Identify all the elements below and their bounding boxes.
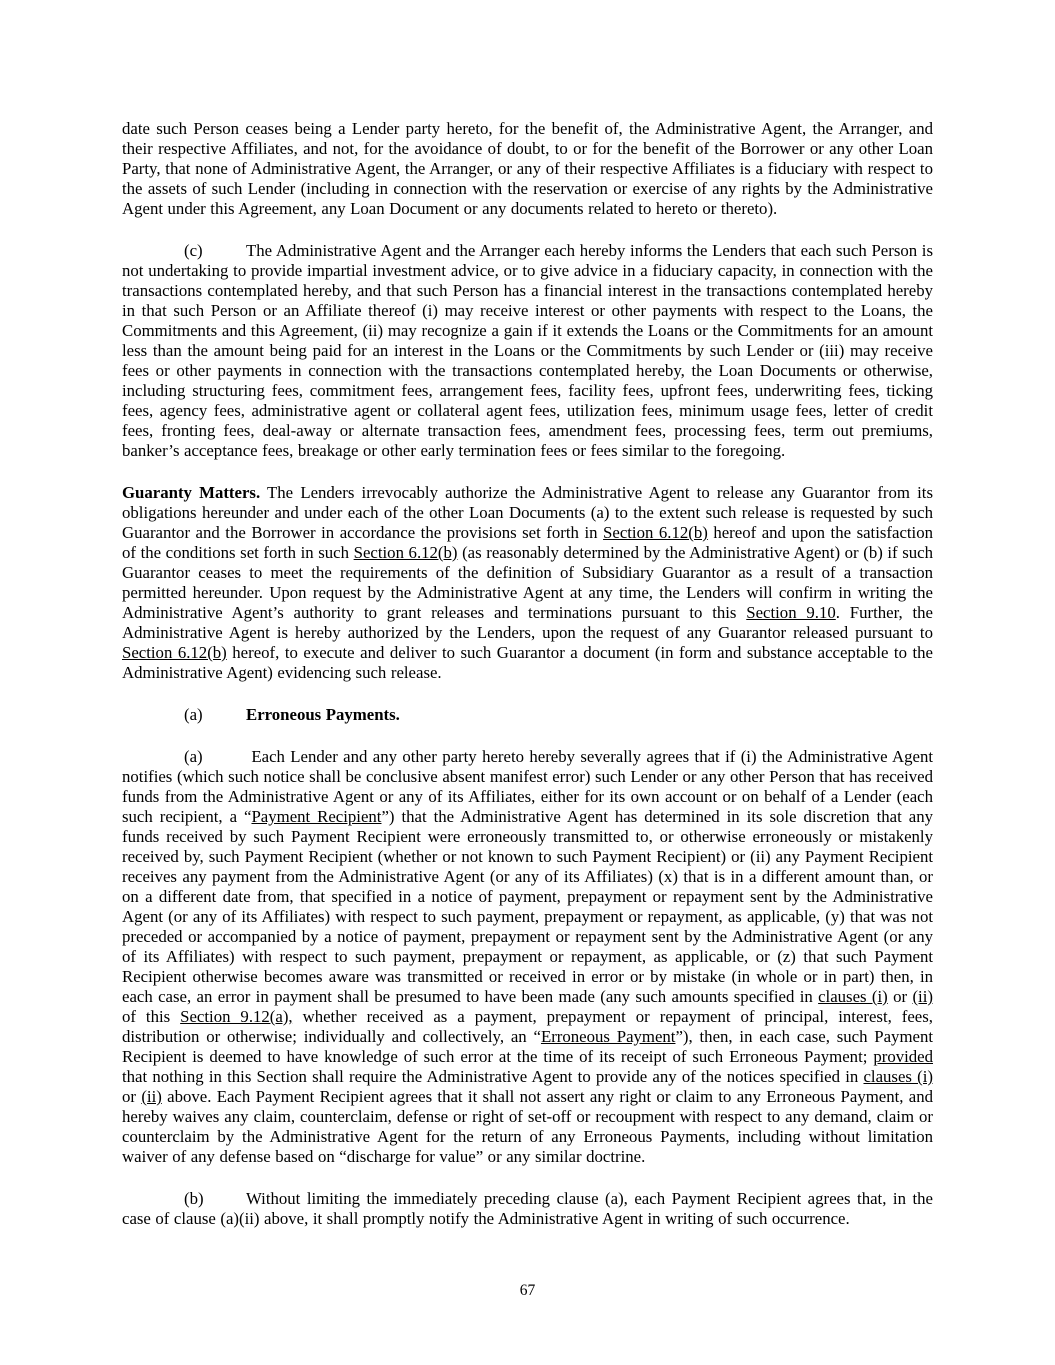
- clause-a-text-7: that nothing in this Section shall require the Administrative Agent to provide any of the notices specified in: [122, 1067, 864, 1086]
- erroneous-heading-label: (a): [184, 705, 203, 724]
- clause-a-text-2: ”) that the Administrative Agent has determined in its sole discretion that any funds received by such Payment Recipient were erroneously transmitted to, or otherwise erroneously or mistakenly received by, such Payment Recipient (whether or not known to such Payment Recipient) or (ii) any Payment Recipient receives any payment from the Administrative Agent (or any of its Affiliates) (x) that is in a different amount than, or on a different date from, that specified in a notice of payment, prepayment or repayment sent by the Administrative Agent (or any of its Affiliates) with respect to such payment, prepayment or repayment, as applicable, (y) that was not preceded or accompanied by a notice of payment, prepayment or repayment sent by the Administrative Agent (or any of its Affiliates) with respect to such payment, prepayment or repayment, as applicable, or (z) that such Payment Recipient otherwise becomes aware was transmitted or received in error or by mistake (in whole or in part) then, in each case, an error in payment shall be presumed to have been made (any such amounts specified in: [122, 807, 933, 1006]
- page-number: 67: [519, 1282, 536, 1299]
- proviso-term-provided: provided: [873, 1047, 933, 1066]
- defined-term-erroneous-payment: Erroneous Payment: [540, 1027, 676, 1046]
- guaranty-text-2: hereof and upon the satisfaction of the conditions set forth in such: [122, 523, 933, 562]
- section-ref-6-12-b-2: Section 6.12(b): [353, 543, 458, 562]
- clause-a-text-4: of this: [122, 1007, 181, 1026]
- paragraph-clause-a: [122, 747, 933, 1167]
- guaranty-text-1: The Lenders irrevocably authorize the Administrative Agent to release any Guarantor from its obligations hereunder and under each of the other Loan Documents (a) to the extent such release is requested by such Guarantor and the Borrower in accordance the provisions set forth in: [122, 483, 933, 542]
- clause-ref-ii-1: (ii): [912, 987, 933, 1006]
- clause-a-label: (a): [184, 747, 203, 766]
- clause-ref-ii-2: (ii): [141, 1087, 162, 1106]
- clause-a-text-3: or: [887, 987, 913, 1006]
- clause-c-text: The Administrative Agent and the Arranger each hereby informs the Lenders that each such Person is not undertaking to provide impartial investment advice, or to give advice in a fiduciary capacity, in connection with the transactions contemplated hereby, and that such Person has a financial interest in the transactions contemplated hereby in that such Person or an Affiliate thereof (i) may receive interest or other payments with respect to the Loans, the Commitments and this Agreement, (ii) may recognize a gain if it extends the Loans or the Commitments for an amount less than the amount being paid for an interest in the Loans or the Commitments by such Lender or (iii) may receive fees or other payments in connection with the transactions contemplated hereby, the Loan Documents or otherwise, including structuring fees, commitment fees, arrangement fees, facility fees, upfront fees, underwriting fees, ticking fees, agency fees, administrative agent or collateral agent fees, utilization fees, minimum usage fees, letter of credit fees, fronting fees, deal-away or alternate transaction fees, amendment fees, processing fees, term out premiums, banker’s acceptance fees, breakage or other early termination fees or fees similar to the foregoing.: [122, 241, 933, 460]
- paragraph-guaranty-matters: [122, 483, 933, 683]
- clause-ref-i-2: clauses (i): [863, 1067, 933, 1086]
- section-ref-9-12-a: Section 9.12(a),: [180, 1007, 293, 1026]
- clause-a-text-6: ”), then, in each case, such Payment Recipient is deemed to have knowledge of such error at the time of its receipt of such Erroneous Payment;: [122, 1027, 933, 1066]
- section-ref-9-10: Section 9.10: [746, 603, 836, 622]
- paragraph-clause-b: [122, 1189, 933, 1229]
- section-ref-6-12-b-1: Section 6.12(b): [603, 523, 708, 542]
- heading-erroneous-payments: [122, 705, 933, 725]
- guaranty-matters-lead-in: Guaranty Matters.: [122, 483, 261, 502]
- clause-ref-i-1: clauses (i): [818, 987, 888, 1006]
- clause-b-label: (b): [184, 1189, 204, 1208]
- page-body: [122, 119, 933, 1229]
- defined-term-payment-recipient: Payment Recipient: [251, 807, 382, 826]
- erroneous-heading-title: Erroneous Payments.: [246, 705, 400, 724]
- clause-a-text-1: Each Lender and any other party hereto hereby severally agrees that if (i) the Administrative Agent notifies (which such notice shall be conclusive absent manifest error) such Lender or any other Person that has received funds from the Administrative Agent or any of its Affiliates, either for its own account or on behalf of a Lender (each such recipient, a “: [122, 747, 933, 826]
- clause-c-label: (c): [184, 241, 203, 260]
- clause-a-text-9: above. Each Payment Recipient agrees that it shall not assert any right or claim to any Erroneous Payment, and hereby waives any claim, counterclaim, defense or right of set-off or recoupment with respect to any demand, claim or counterclaim by the Administrative Agent for the return of any Erroneous Payments, including without limitation waiver of any defense based on “discharge for value” or any similar doctrine.: [122, 1087, 934, 1166]
- section-ref-6-12-b-3: Section 6.12(b): [122, 643, 227, 662]
- guaranty-text-3: (as reasonably determined by the Administrative Agent) or (b) if such Guarantor ceases to meet the requirements of the definition of Subsidiary Guarantor as a result of a transaction permitted hereunder. Upon request by the Administrative Agent at any time, the Lenders will confirm in writing the Administrative Agent’s authority to grant releases and terminations pursuant to this: [122, 543, 934, 622]
- guaranty-text-4: . Further, the Administrative Agent is hereby authorized by the Lenders, upon the request of any Guarantor released pursuant to: [122, 603, 933, 642]
- paragraph-continuation: date such Person ceases being a Lender party hereto, for the benefit of, the Administrative Agent, the Arranger, and their respective Affiliates, and not, for the avoidance of doubt, to or for the benefit of the Borrower or any other Loan Party, that none of Administrative Agent, the Arranger, or any of their respective Affiliates is a fiduciary with respect to the assets of such Lender (including in connection with the reservation or exercise of any rights by the Administrative Agent under this Agreement, any Loan Document or any documents related to hereto or thereto).: [122, 119, 933, 218]
- clause-a-text-8: or: [122, 1087, 142, 1106]
- clause-a-text-5: whether received as a payment, prepayment or repayment of principal, interest, fees, distribution or otherwise; individually and collectively, an “: [122, 1007, 933, 1046]
- paragraph-clause-c: [122, 241, 933, 461]
- guaranty-text-5: hereof, to execute and deliver to such Guarantor a document (in form and substance acceptable to the Administrative Agent) evidencing such release.: [122, 643, 933, 682]
- clause-b-text: Without limiting the immediately preceding clause (a), each Payment Recipient agrees that, in the case of clause (a)(ii) above, it shall promptly notify the Administrative Agent in writing of such occurrence.: [122, 1189, 933, 1228]
